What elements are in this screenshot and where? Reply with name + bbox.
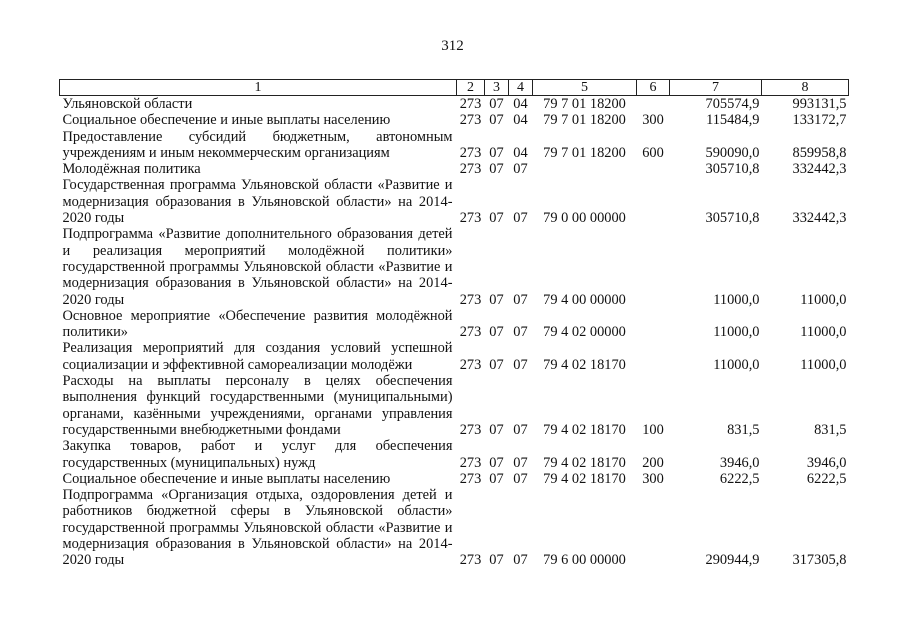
row-amount-year1: 3946,0 bbox=[719, 454, 760, 471]
row-amount-year2: 6222,5 bbox=[806, 470, 847, 487]
row-amount-year2: 11000,0 bbox=[800, 291, 847, 308]
table-row bbox=[60, 96, 849, 113]
row-admin-code: 273 bbox=[459, 552, 482, 569]
row-name bbox=[60, 96, 457, 113]
row-name bbox=[60, 177, 457, 226]
row-name-text: Подпрограмма «Организация отдыха, оздоровления детей и работников бюджетной сферы в Ульяновской области» государственной программы Ульяновской области «Развитие и модернизация образования в Ульяновской области» на 2014-2020 годы bbox=[62, 487, 453, 569]
table-body bbox=[60, 96, 849, 569]
row-target-article: 79 4 02 18170 bbox=[543, 454, 626, 471]
row-amount-year1: 705574,9 bbox=[705, 96, 760, 112]
row-name bbox=[60, 226, 457, 307]
row-name-text: Закупка товаров, работ и услуг для обеспечения государственных (муниципальных) нужд bbox=[62, 438, 453, 471]
row-subsection: 07 bbox=[513, 421, 528, 438]
row-target-article bbox=[533, 161, 637, 177]
budget-table bbox=[59, 79, 849, 569]
row-subsection: 07 bbox=[513, 356, 528, 373]
row-subsection: 07 bbox=[513, 161, 528, 178]
row-admin-code: 273 bbox=[459, 161, 482, 178]
row-amount-year2: 859958,8 bbox=[792, 144, 847, 161]
row-name bbox=[60, 112, 457, 128]
row-subsection: 04 bbox=[513, 112, 528, 129]
row-name bbox=[60, 308, 457, 341]
header-col-1: 1 bbox=[60, 80, 457, 96]
table-row bbox=[60, 112, 849, 128]
row-name-text: Подпрограмма «Развитие дополнительного образования детей и реализация мероприятий молодёжной политики» государственной программы Ульяновской области «Развитие и модернизация образования в Ульяновской области» на 2014-2020 годы bbox=[62, 226, 453, 308]
row-name-text: Молодёжная политика bbox=[62, 161, 201, 178]
row-subsection: 07 bbox=[513, 210, 528, 227]
row-amount-year1: 115484,9 bbox=[706, 112, 760, 129]
row-expense-type: 300 bbox=[642, 112, 664, 129]
row-admin-code: 273 bbox=[459, 96, 482, 112]
row-expense-type: 200 bbox=[642, 454, 664, 471]
row-target-article: 79 4 00 00000 bbox=[543, 291, 626, 308]
row-subsection: 04 bbox=[513, 96, 528, 112]
row-expense-type bbox=[637, 487, 670, 568]
row-amount-year1: 11000,0 bbox=[713, 356, 760, 373]
row-name-text: Социальное обеспечение и иные выплаты населению bbox=[62, 112, 391, 129]
table-row bbox=[60, 471, 849, 487]
row-admin-code: 273 bbox=[459, 291, 482, 308]
row-amount-year1: 831,5 bbox=[727, 421, 760, 438]
row-admin-code: 273 bbox=[459, 421, 482, 438]
row-name-text: Расходы на выплаты персоналу в целях обеспечения выполнения функций государственными (муниципальными) органами, казёнными учреждениями, органами управления государственными внебюджетными фондами bbox=[62, 373, 453, 438]
row-admin-code: 273 bbox=[459, 144, 482, 161]
row-name-text: Основное мероприятие «Обеспечение развития молодёжной политики» bbox=[62, 307, 453, 341]
row-target-article: 79 4 02 00000 bbox=[543, 324, 626, 341]
header-col-7: 7 bbox=[670, 80, 762, 96]
row-section: 07 bbox=[489, 112, 504, 129]
row-amount-year2: 11000,0 bbox=[800, 324, 847, 341]
row-name bbox=[60, 438, 457, 471]
row-expense-type bbox=[637, 96, 670, 113]
table-row bbox=[60, 161, 849, 177]
row-admin-code: 273 bbox=[459, 210, 482, 227]
row-expense-type bbox=[637, 308, 670, 341]
table-header bbox=[60, 80, 849, 96]
row-section: 07 bbox=[489, 324, 504, 341]
header-col-8: 8 bbox=[762, 80, 849, 96]
row-section: 07 bbox=[489, 356, 504, 373]
header-col-4: 4 bbox=[509, 80, 533, 96]
header-col-6: 6 bbox=[637, 80, 670, 96]
row-section: 07 bbox=[489, 161, 504, 178]
row-section: 07 bbox=[489, 210, 504, 227]
row-name-text: Государственная программа Ульяновской области «Развитие и модернизация образования в Ульяновской области» на 2014-2020 годы bbox=[62, 177, 453, 227]
row-amount-year2: 3946,0 bbox=[806, 454, 847, 471]
row-subsection: 07 bbox=[513, 470, 528, 487]
row-name bbox=[60, 487, 457, 568]
row-target-article: 79 6 00 00000 bbox=[543, 552, 626, 569]
row-name bbox=[60, 129, 457, 162]
row-admin-code: 273 bbox=[459, 470, 482, 487]
row-name bbox=[60, 373, 457, 438]
row-section: 07 bbox=[489, 421, 504, 438]
row-expense-type bbox=[637, 161, 670, 177]
table-row bbox=[60, 308, 849, 341]
row-amount-year2: 11000,0 bbox=[800, 356, 847, 373]
page-number: 312 bbox=[441, 38, 464, 54]
row-expense-type bbox=[637, 177, 670, 226]
row-amount-year1: 290944,9 bbox=[705, 552, 760, 569]
row-amount-year2: 332442,3 bbox=[792, 161, 847, 178]
header-col-2: 2 bbox=[457, 80, 485, 96]
row-amount-year2: 831,5 bbox=[814, 421, 847, 438]
row-section: 07 bbox=[489, 96, 504, 112]
row-amount-year1: 305710,8 bbox=[705, 161, 760, 178]
row-section: 07 bbox=[489, 552, 504, 569]
row-name bbox=[60, 161, 457, 177]
row-subsection: 07 bbox=[513, 454, 528, 471]
row-target-article: 79 4 02 18170 bbox=[543, 470, 626, 487]
table-row bbox=[60, 226, 849, 307]
table-row bbox=[60, 487, 849, 568]
row-section: 07 bbox=[489, 144, 504, 161]
table-row bbox=[60, 373, 849, 438]
row-amount-year2: 332442,3 bbox=[792, 210, 847, 227]
row-amount-year1: 11000,0 bbox=[713, 291, 760, 308]
row-name-text: Предоставление субсидий бюджетным, автономным учреждениям и иным некоммерческим организациям bbox=[62, 128, 453, 161]
row-amount-year2: 317305,8 bbox=[792, 552, 847, 569]
row-expense-type bbox=[637, 340, 670, 373]
row-admin-code: 273 bbox=[459, 324, 482, 341]
table-row bbox=[60, 340, 849, 373]
row-name-text: Реализация мероприятий для создания условий успешной социализации и эффективной самореализации молодёжи bbox=[62, 340, 453, 373]
row-subsection: 07 bbox=[513, 291, 528, 308]
row-amount-year1: 305710,8 bbox=[705, 210, 760, 227]
table-row bbox=[60, 177, 849, 226]
row-target-article: 79 4 02 18170 bbox=[543, 421, 626, 438]
row-amount-year2: 133172,7 bbox=[792, 112, 847, 129]
row-admin-code: 273 bbox=[459, 356, 482, 373]
row-section: 07 bbox=[489, 291, 504, 308]
row-admin-code: 273 bbox=[459, 454, 482, 471]
row-expense-type: 300 bbox=[642, 470, 664, 487]
row-amount-year1: 11000,0 bbox=[713, 324, 760, 341]
row-section: 07 bbox=[489, 454, 504, 471]
row-amount-year2: 993131,5 bbox=[792, 96, 847, 112]
row-amount-year1: 590090,0 bbox=[705, 144, 760, 161]
row-admin-code: 273 bbox=[459, 112, 482, 129]
row-section: 07 bbox=[489, 470, 504, 487]
row-expense-type: 600 bbox=[642, 144, 664, 161]
table-row bbox=[60, 438, 849, 471]
row-expense-type: 100 bbox=[642, 421, 664, 438]
row-name bbox=[60, 340, 457, 373]
row-target-article: 79 0 00 00000 bbox=[543, 210, 626, 227]
row-subsection: 07 bbox=[513, 552, 528, 569]
table-row bbox=[60, 129, 849, 162]
row-expense-type bbox=[637, 226, 670, 307]
row-target-article: 79 7 01 18200 bbox=[543, 144, 626, 161]
row-subsection: 07 bbox=[513, 324, 528, 341]
row-name-text: Ульяновской области bbox=[62, 96, 193, 112]
row-target-article: 79 4 02 18170 bbox=[543, 356, 626, 373]
row-target-article: 79 7 01 18200 bbox=[543, 112, 626, 129]
header-col-3: 3 bbox=[485, 80, 509, 96]
row-name bbox=[60, 471, 457, 487]
header-col-5: 5 bbox=[533, 80, 637, 96]
row-amount-year1: 6222,5 bbox=[719, 470, 760, 487]
row-target-article: 79 7 01 18200 bbox=[543, 96, 626, 112]
row-subsection: 04 bbox=[513, 144, 528, 161]
row-name-text: Социальное обеспечение и иные выплаты населению bbox=[62, 470, 391, 487]
